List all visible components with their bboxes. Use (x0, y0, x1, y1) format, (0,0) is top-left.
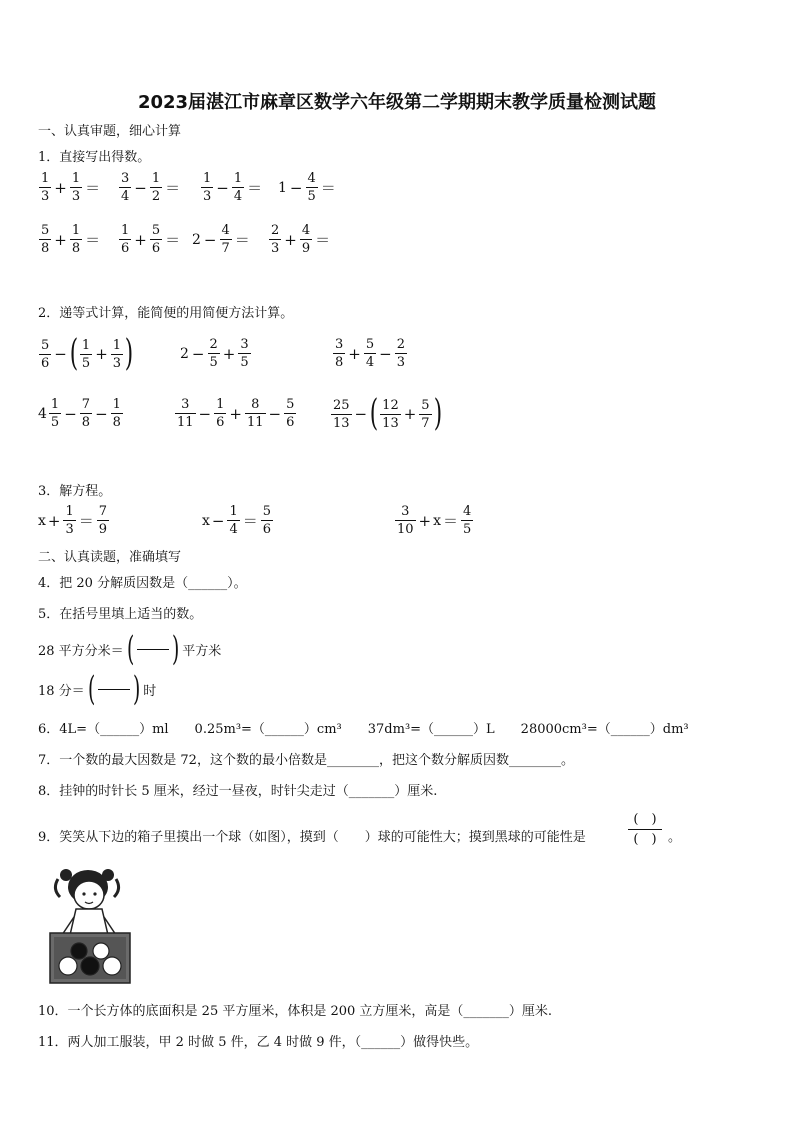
q1-r2-e1: $\frac{5}{8}$ + $\frac{1}{8}$ ＝ (41, 223, 101, 256)
q4-text: 4．把 20 分解质因数是（______）。 (38, 576, 247, 591)
page-title: 2023届湛江市麻章区数学六年级第二学期期末教学质量检测试题 (137, 92, 657, 113)
q1-r1-e1: $\frac{1}{3}$ + $\frac{1}{3}$ ＝ (41, 171, 101, 204)
q1-r1-e4: 1 − $\frac{4}{5}$ ＝ (278, 171, 336, 204)
q9-fraction-blank[interactable]: ( ) ( ) (628, 812, 662, 847)
q6-text: 6．4L=（______）ml 0.25m³=（______）cm³ 37dm³=（______）L 28000cm³=（______）dm³ (38, 722, 689, 737)
q10-text: 10．一个长方体的底面积是 25 平方厘米，体积是 200 立方厘米，高是（_______）厘米. (38, 1004, 553, 1019)
q5-l1-blank[interactable] (137, 649, 169, 650)
q3-e3: $\frac{3}{10}$ + x ＝ $\frac{4}{5}$ (397, 504, 472, 537)
q2-e2: 2 − $\frac{2}{5}$ + $\frac{3}{5}$ (180, 337, 249, 370)
q9-text: 9．笑笑从下边的箱子里摸出一个球（如图），摸到（ ）球的可能性大；摸到黑球的可能性是 (38, 830, 586, 845)
q11-text: 11．两人加工服装，甲 2 时做 5 件，乙 4 时做 9 件，（______）做得快些。 (38, 1035, 479, 1050)
q5-l1-post: 平方米 (182, 643, 222, 659)
girl-with-ball-box-illustration (44, 865, 136, 989)
q9-end: 。 (668, 830, 682, 845)
q1-label: 1．直接写出得数。 (38, 150, 151, 165)
q2-e3: $\frac{3}{8}$ + $\frac{5}{4}$ − $\frac{2}{3}$ (335, 337, 405, 370)
q1-r2-e4: $\frac{2}{3}$ + $\frac{4}{9}$ ＝ (271, 223, 331, 256)
q5-line2: 18 分＝ ( ) 时 (38, 669, 157, 709)
section-1-heading: 一、认真审题，细心计算 (38, 124, 182, 139)
q3-label: 3．解方程。 (38, 484, 112, 499)
q1-r1-e2: $\frac{3}{4}$ − $\frac{1}{2}$ ＝ (121, 171, 181, 204)
q5-l1-pre: 28 平方分米＝ (38, 643, 124, 659)
q2-e4: 4 $\frac{1}{5}$ − $\frac{7}{8}$ − $\frac{1}{8}$ (38, 397, 121, 430)
q5-label: 5．在括号里填上适当的数。 (38, 607, 203, 622)
q1-r2-e3: 2 − $\frac{4}{7}$ ＝ (192, 223, 250, 256)
q2-e5: $\frac{3}{11}$ − $\frac{1}{6}$ + $\frac{8}{11}$ − $\frac{5}{6}$ (177, 397, 295, 430)
q5-l2-pre: 18 分＝ (38, 683, 85, 699)
q1-r1-e3: $\frac{1}{3}$ − $\frac{1}{4}$ ＝ (203, 171, 263, 204)
q3-e2: x − $\frac{1}{4}$ ＝ $\frac{5}{6}$ (202, 504, 272, 537)
q2-e6: $\frac{25}{13}$ − ( $\frac{12}{13}$ + $\frac{5}{7}$ ) (333, 393, 442, 434)
q5-l2-post: 时 (143, 683, 157, 699)
q2-e1: $\frac{5}{6}$ − ( $\frac{1}{5}$ + $\frac{1}{3}$ ) (41, 333, 134, 374)
q5-line1: 28 平方分米＝ ( ) 平方米 (38, 629, 222, 669)
q3-e1: x + $\frac{1}{3}$ ＝ $\frac{7}{9}$ (38, 504, 108, 537)
q1-r2-e2: $\frac{1}{6}$ + $\frac{5}{6}$ ＝ (121, 223, 181, 256)
q2-label: 2．递等式计算，能简便的用简便方法计算。 (38, 306, 294, 321)
section-2-heading: 二、认真读题，准确填写 (38, 550, 182, 565)
q8-text: 8．挂钟的时针长 5 厘米，经过一昼夜，时针尖走过（_______）厘米. (38, 784, 438, 799)
q5-l2-blank[interactable] (98, 689, 130, 690)
q7-text: 7．一个数的最大因数是 72，这个数的最小倍数是________，把这个数分解质因数________。 (38, 753, 574, 768)
